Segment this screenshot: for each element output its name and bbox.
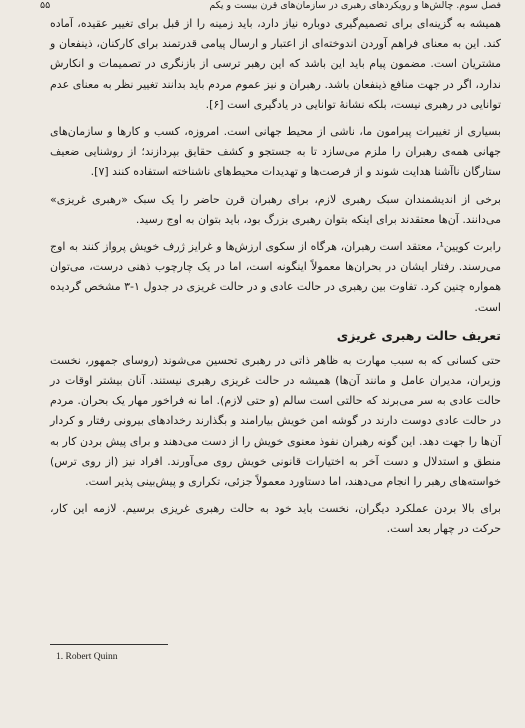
running-header: [40, 0, 501, 14]
paragraph: برای بالا بردن عملکرد دیگران، نخست باید خود به حالت رهبری غریزی برسیم. لازمه این کار، حرکت در چهار بعد است.: [50, 502, 501, 536]
paragraph: رابرت کویین¹، معتقد است رهبران، هرگاه از سکوی ارزش‌ها و غرایز ژرف خویش پرواز کنند به اوج می‌رسند. رفتار ایشان در بحران‌ها معمولاً اینگونه است، اما در یک چارچوب ذهنی درست، می‌توان همواره چنین کرد. تفاوت بین رهبری در حالت عادی و در حالت غریزی در جدول ۱-۳ مشخص گردیده است.: [50, 240, 501, 314]
paragraph: بسیاری از تغییرات پیرامون ما، ناشی از محیط جهانی است. امروزه، کسب و کارها و سازمان‌های جهانی همه‌ی رهبران را ملزم می‌سازد تا به جستجو و کشف حقایق بپردازند؛ از روشنایی ضعیف ستارگان ناآشنا هدایت شوند و از فرصت‌ها و تهدیدات محیط‌های ناشناخته استفاده کنند [۷].: [50, 125, 501, 179]
paragraph: همیشه به گزینه‌ای برای تصمیم‌گیری دوباره نیاز دارد، باید زمینه را از قبل برای تغییر عقیده، آماده کند. این به معنای فراهم آوردن اندوخته‌ای از اعتبار و ارسال پیامی قدرتمند برای کارکنان، ذینفعان و مشتریان است. مضمون پیام باید این باشد که این رهبر ترسی از بازنگری در تصمیمات و انکارش ندارد، اگر در جهت منافع ذینفعان باشد. رهبران و نیز عموم مردم باید بدانند تغییر نظر به معنای عدم توانایی در رهبری نیست، بلکه نشانهٔ توانایی در یادگیری است [۶].: [50, 17, 501, 111]
page-number: ۵۵: [40, 0, 51, 11]
footnote-divider: [50, 644, 168, 645]
section-title: تعریف حالت رهبری غریزی: [336, 327, 501, 343]
page-body: [50, 14, 501, 547]
chapter-title: فصل سوم. چالش‌ها و رویکردهای رهبری در سازمان‌های قرن بیست و یکم: [209, 0, 501, 11]
paragraph: حتی کسانی که به سبب مهارت به ظاهر ذاتی در رهبری تحسین می‌شوند (روسای جمهور، نخست وزیران، مدیران عامل و مانند آن‌ها) همیشه در حالت غریزی رهبری نیستند. آنان بیشتر اوقات در حالت عادی به سر می‌برند که حالتی است سالم (و حتی لازم). اما نه فراخور مهار یک بحران. مردم در حالت عادی دوست دارند در گوشه امن خویش بیارامند و بگذارند رخدادهای بیرونی رفتار و کردار آن‌ها را جهت دهد. این گونه رهبران نفوذ معنوی خویش را از دست می‌دهند و برای پیش بردن کار به منطق و استدلال و دست آخر به اختیارات قانونی خویش روی می‌آورند. افراد نیز (از روی ترس) خواسته‌های رهبر را انجام می‌دهند، اما دستاورد معمولاً جزئی، تکراری و پیش‌بینی پذیر است.: [50, 353, 501, 489]
paragraph: برخی از اندیشمندان سبک رهبری لازم، برای رهبران قرن حاضر را یک سبک «رهبری غریزی» می‌دانند. آن‌ها معتقدند برای اینکه بتوان رهبری بزرگ بود، باید بتوان به اوج رسید.: [50, 192, 501, 226]
footnote: 1. Robert Quinn: [56, 652, 118, 662]
